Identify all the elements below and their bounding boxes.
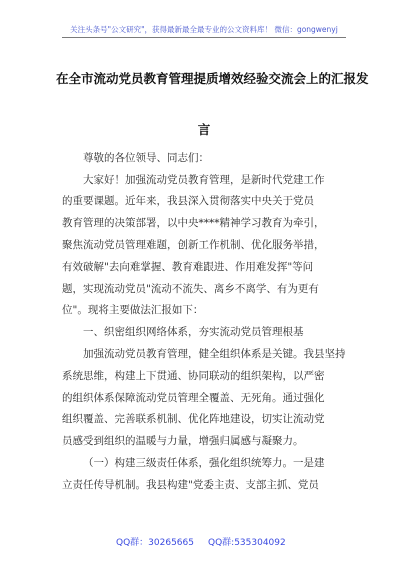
footer-qq-group-2: QQ群:535304092 [208, 538, 286, 548]
paragraph-line: 加强流动党员教育管理，健全组织体系是关键。我县坚持 [83, 348, 346, 360]
paragraph-line: 员感受到组织的温暖与力量，增强归属感与凝聚力。 [62, 435, 304, 447]
paragraph-line: 有效破解"去向难掌握、教育难跟进、作用难发挥"等问 [62, 261, 314, 273]
paragraph-line: 聚焦流动党员管理难题，创新工作机制、优化服务举措， [62, 239, 325, 251]
paragraph-line: 位"。现将主要做法汇报如下： [62, 304, 204, 316]
paragraph-line: 大家好！加强流动党员教育管理，是新时代党建工作 [83, 174, 325, 186]
paragraph-line: 的重要课题。近年来，我县深入贯彻落实中央关于党员 [62, 195, 314, 207]
document-title-line-1: 在全市流动党员教育管理提质增效经验交流会上的汇报发 [56, 71, 369, 86]
subsection-line: （一）构建三级责任体系，强化组织统筹力。一是建 [83, 457, 325, 469]
footer-qq-group-1: QQ群：30265665 [116, 538, 194, 548]
paragraph-line: 系统思维，构建上下贯通、协同联动的组织架构，以严密 [62, 370, 325, 382]
document-title-line-2: 言 [197, 122, 211, 137]
paragraph-line: 的组织体系保障流动党员管理全覆盖、无死角。通过强化 [62, 392, 325, 404]
header-promo-note: 关注头条号"公文研究"，获得最新最全最专业的公文资料库！ 微信：gongwenyj [70, 25, 338, 34]
paragraph-line: 立责任传导机制。我县构建"党委主责、支部主抓、党员 [62, 479, 319, 491]
paragraph-line: 教育管理的决策部署，以中央****精神学习教育为牵引， [62, 217, 325, 229]
header-divider [62, 37, 346, 38]
section-heading: 一、织密组织网络体系，夯实流动党员管理根基 [83, 326, 304, 338]
paragraph-line: 题，实现流动党员"流动不流失、离乡不离学、有为更有 [62, 283, 319, 295]
salutation: 尊敬的各位领导、同志们： [83, 152, 209, 164]
paragraph-line: 组织覆盖、完善联系机制、优化阵地建设，切实让流动党 [62, 413, 325, 425]
